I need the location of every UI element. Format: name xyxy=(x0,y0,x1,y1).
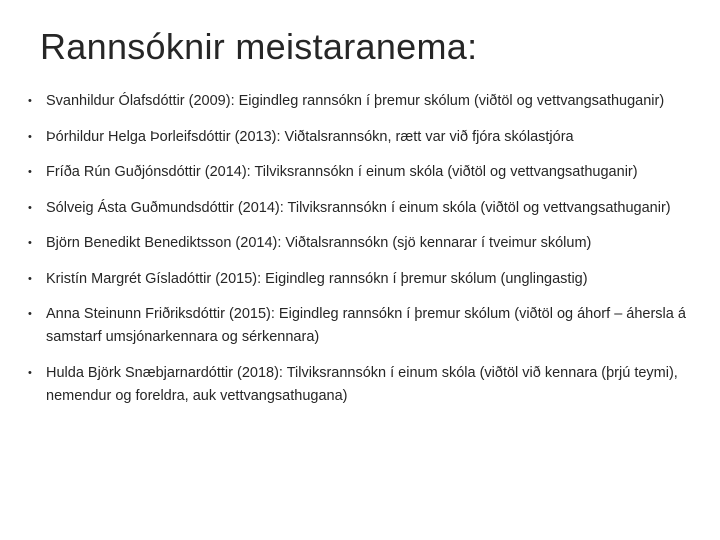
bullet-text: Hulda Björk Snæbjarnardóttir (2018): Tilviksrannsókn í einum skóla (viðtöl við kennara (þrjú teymi), nemendur og foreldra, auk vettvangsathugana) xyxy=(46,364,678,404)
bullet-text: Sólveig Ásta Guðmundsdóttir (2014): Tilviksrannsókn í einum skóla (viðtöl og vettvangsathuganir) xyxy=(46,199,671,216)
bullet-list xyxy=(28,90,700,420)
bullet-item-6 xyxy=(28,268,700,291)
bullet-icon: • xyxy=(28,130,32,143)
bullet-item-4 xyxy=(28,197,700,220)
bullet-text: Þórhildur Helga Þorleifsdóttir (2013): Viðtalsrannsókn, rætt var við fjóra skólastjóra xyxy=(46,128,574,145)
bullet-item-5 xyxy=(28,232,700,255)
bullet-text: Kristín Margrét Gísladóttir (2015): Eigindleg rannsókn í þremur skólum (unglingastig) xyxy=(46,270,588,287)
bullet-icon: • xyxy=(28,366,32,379)
bullet-text: Björn Benedikt Benediktsson (2014): Viðtalsrannsókn (sjö kennarar í tveimur skólum) xyxy=(46,235,592,251)
bullet-icon: • xyxy=(28,272,32,285)
bullet-item-2 xyxy=(28,126,700,149)
bullet-icon: • xyxy=(28,308,32,320)
bullet-icon: • xyxy=(28,237,32,249)
bullet-text: Svanhildur Ólafsdóttir (2009): Eigindleg rannsókn í þremur skólum (viðtöl og vettvangsathuganir) xyxy=(46,93,665,109)
bullet-item-7 xyxy=(28,303,700,349)
bullet-text: Fríða Rún Guðjónsdóttir (2014): Tilviksrannsókn í einum skóla (viðtöl og vettvangsathuganir) xyxy=(46,164,638,180)
bullet-icon: • xyxy=(28,95,32,107)
bullet-icon: • xyxy=(28,201,32,214)
bullet-item-3 xyxy=(28,161,700,184)
bullet-text: Anna Steinunn Friðriksdóttir (2015): Eigindleg rannsókn í þremur skólum (viðtöl og áhorf – áhersla á samstarf umsjónarkennara og sérkennara) xyxy=(46,306,686,345)
slide-title: Rannsóknir meistaranema: xyxy=(40,26,478,67)
bullet-item-8 xyxy=(28,362,700,408)
bullet-icon: • xyxy=(28,166,32,178)
bullet-item-1 xyxy=(28,90,700,113)
